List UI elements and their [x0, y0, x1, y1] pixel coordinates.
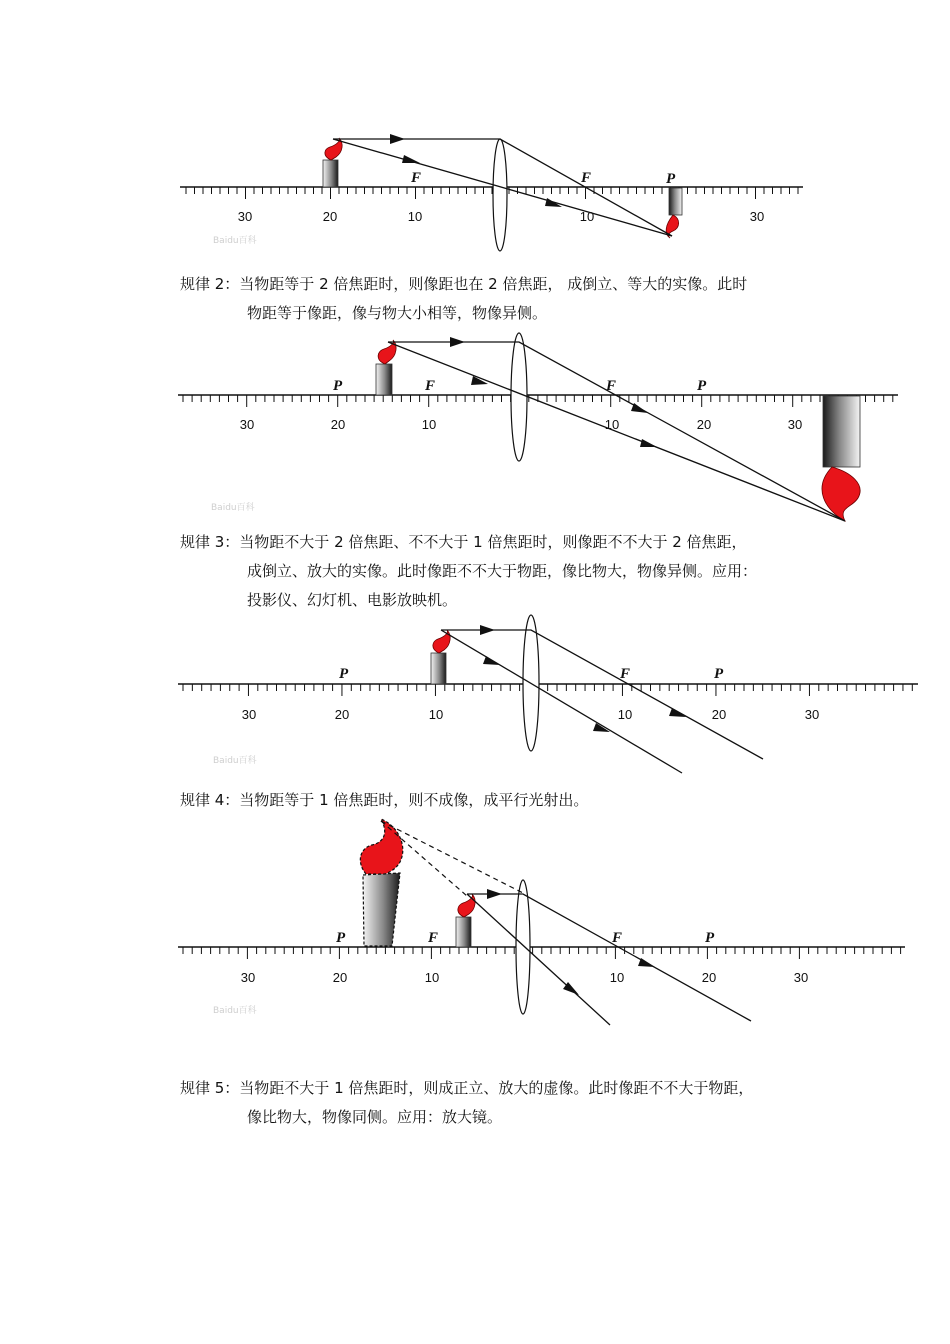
- rule-line: 投影仪、幻灯机、电影放映机。: [247, 591, 458, 609]
- tick-label: 10: [421, 417, 437, 432]
- rule-line: 规律 2：当物距等于 2 倍焦距时，则像距也在 2 倍焦距， 成倒立、等大的实像。此时: [180, 275, 748, 293]
- candle-object: [376, 364, 392, 395]
- focal-point-label: F: [620, 666, 631, 682]
- watermark: Baidu百科: [213, 1006, 257, 1016]
- rule-line: 规律 3：当物距不大于 2 倍焦距、不不大于 1 倍焦距时，则像距不不大于 2 倍焦距，: [180, 533, 747, 551]
- candle-image: [823, 396, 860, 467]
- double-focal-point-label: P: [336, 930, 346, 946]
- tick-label: 30: [787, 417, 803, 432]
- tick-label: 30: [237, 209, 253, 224]
- tick-label: 30: [804, 707, 820, 722]
- tick-label: 10: [617, 707, 633, 722]
- convex-lens: [516, 880, 530, 1014]
- tick-label: 20: [701, 970, 717, 985]
- tick-label: 20: [330, 417, 346, 432]
- candle-object: [456, 917, 471, 947]
- lens-diagram-3: [0, 612, 950, 777]
- convex-lens: [493, 139, 507, 251]
- focal-point-label: F: [411, 170, 422, 186]
- focal-point-label: F: [428, 930, 439, 946]
- double-focal-point-label: P: [666, 171, 676, 187]
- flame-object: [458, 894, 475, 917]
- tick-label: 20: [711, 707, 727, 722]
- tick-label: 20: [696, 417, 712, 432]
- rule-3-text: [180, 528, 757, 615]
- focal-point-label: F: [425, 378, 436, 394]
- flame-image: [822, 467, 860, 521]
- double-focal-point-label: P: [705, 930, 715, 946]
- tick-label: 10: [609, 970, 625, 985]
- tick-label: 30: [793, 970, 809, 985]
- watermark: Baidu百科: [213, 756, 257, 766]
- axis-ticks: [186, 187, 798, 199]
- focal-point-label: F: [612, 930, 623, 946]
- lens-diagram-1: [0, 120, 950, 260]
- tick-label: 10: [407, 209, 423, 224]
- candle-image: [669, 188, 682, 215]
- watermark: Baidu百科: [211, 503, 255, 513]
- rule-2-text: [180, 270, 747, 328]
- double-focal-point-label: P: [333, 378, 343, 394]
- flame-virtual-image: [360, 819, 402, 874]
- rule-4-text: [180, 786, 588, 815]
- tick-label: 20: [322, 209, 338, 224]
- double-focal-point-label: P: [697, 378, 707, 394]
- rule-5-text: [180, 1074, 753, 1132]
- rule-line: 像比物大，物像同侧。应用：放大镜。: [247, 1108, 503, 1126]
- tick-label: 30: [240, 970, 256, 985]
- tick-label: 20: [332, 970, 348, 985]
- axis-ticks: [183, 947, 901, 959]
- double-focal-point-label: P: [714, 666, 724, 682]
- tick-label: 30: [749, 209, 765, 224]
- focal-point-label: F: [606, 378, 617, 394]
- focal-point-label: F: [581, 170, 592, 186]
- tick-label: 10: [579, 209, 595, 224]
- lens-diagram-4: [0, 812, 950, 1032]
- tick-label: 10: [428, 707, 444, 722]
- rule-line: 规律 4：当物距等于 1 倍焦距时，则不成像，成平行光射出。: [180, 791, 589, 809]
- convex-lens: [511, 333, 527, 461]
- lens-diagram-2: [0, 325, 950, 530]
- tick-label: 10: [424, 970, 440, 985]
- watermark: Baidu百科: [213, 236, 257, 246]
- candle-virtual-image: [363, 873, 400, 946]
- candle-object: [323, 160, 338, 187]
- candle-object: [431, 653, 446, 684]
- tick-label: 20: [334, 707, 350, 722]
- tick-label: 10: [604, 417, 620, 432]
- rule-line: 成倒立、放大的实像。此时像距不不大于物距，像比物大，物像异侧。应用：: [247, 562, 758, 580]
- double-focal-point-label: P: [339, 666, 349, 682]
- axis-ticks: [183, 684, 912, 696]
- tick-label: 30: [241, 707, 257, 722]
- rule-line: 物距等于像距，像与物大小相等，物像异侧。: [247, 304, 548, 322]
- tick-label: 30: [239, 417, 255, 432]
- rule-line: 规律 5：当物距不大于 1 倍焦距时，则成正立、放大的虚像。此时像距不不大于物距，: [180, 1079, 754, 1097]
